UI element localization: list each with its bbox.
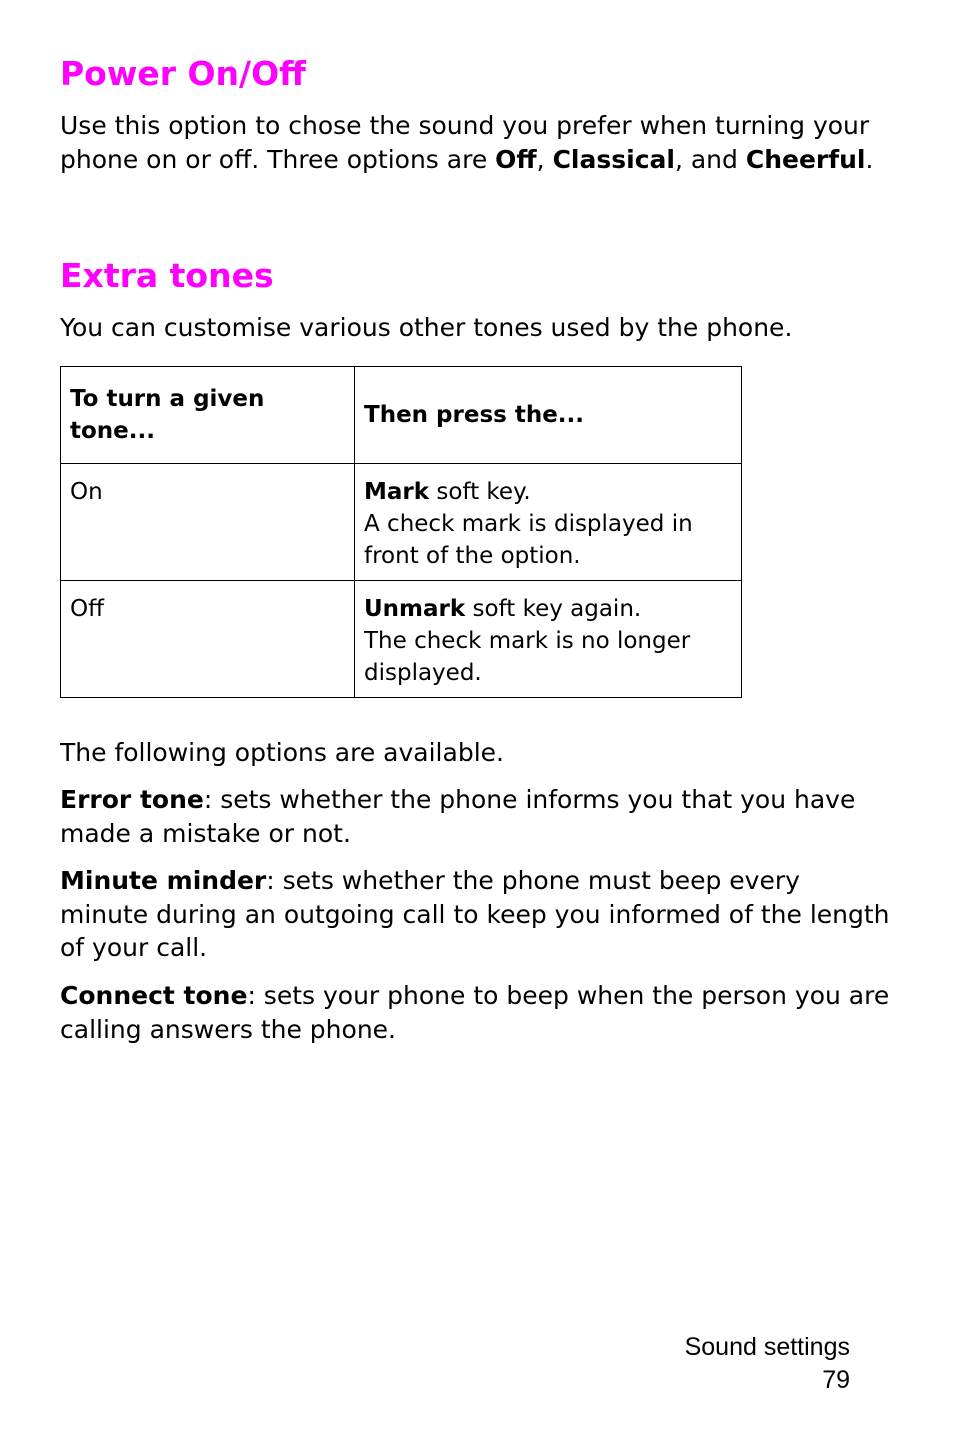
page-footer bbox=[685, 1331, 850, 1397]
page-number: 79 bbox=[822, 1366, 850, 1394]
power-description bbox=[60, 109, 880, 176]
tone-cell: Off bbox=[61, 581, 355, 698]
option-classical: Classical bbox=[552, 144, 675, 174]
option-desc: : sets whether the phone informs you that you have made a mistake or not. bbox=[60, 785, 856, 848]
heading-power-on-off: Power On/Off bbox=[60, 54, 306, 93]
option-desc: : sets whether the phone must beep every minute during an outgoing call to keep you informed of the length of your call. bbox=[60, 866, 890, 962]
key-name: Mark bbox=[364, 479, 430, 505]
option-cheerful: Cheerful bbox=[745, 144, 866, 174]
action-cell bbox=[355, 464, 742, 581]
option-desc: : sets your phone to beep when the person you are calling answers the phone. bbox=[60, 981, 890, 1044]
action-note: The check mark is no longer displayed. bbox=[364, 628, 691, 686]
extra-tones-intro: You can customise various other tones used by the phone. bbox=[60, 313, 793, 342]
heading-extra-tones: Extra tones bbox=[60, 256, 274, 295]
action-cell bbox=[355, 581, 742, 698]
table-row bbox=[61, 581, 742, 698]
header-then-press: Then press the... bbox=[355, 367, 742, 464]
table-header-row bbox=[61, 367, 742, 464]
key-name: Unmark bbox=[364, 596, 466, 622]
option-connect-tone bbox=[60, 979, 890, 1046]
action-key-line bbox=[364, 476, 732, 508]
action-note: A check mark is displayed in front of the option. bbox=[364, 511, 693, 569]
table-row bbox=[61, 464, 742, 581]
header-given-tone: To turn a given tone... bbox=[61, 367, 355, 464]
action-key-line bbox=[364, 593, 732, 625]
power-text: Use this option to chose the sound you prefer when turning your phone on or off. Three options are bbox=[60, 111, 870, 174]
separator: , and bbox=[674, 144, 746, 174]
period: . bbox=[865, 144, 874, 174]
tones-table bbox=[60, 366, 742, 698]
option-error-tone bbox=[60, 783, 890, 850]
option-term: Connect tone bbox=[60, 981, 248, 1010]
option-minute-minder bbox=[60, 864, 890, 965]
key-rest: soft key again. bbox=[465, 596, 642, 622]
option-off: Off bbox=[495, 144, 537, 174]
separator: , bbox=[536, 144, 553, 174]
option-term: Minute minder bbox=[60, 866, 267, 895]
key-rest: soft key. bbox=[429, 479, 531, 505]
option-term: Error tone bbox=[60, 785, 204, 814]
options-intro: The following options are available. bbox=[60, 738, 504, 767]
tone-cell: On bbox=[61, 464, 355, 581]
footer-section-name: Sound settings bbox=[684, 1333, 850, 1361]
